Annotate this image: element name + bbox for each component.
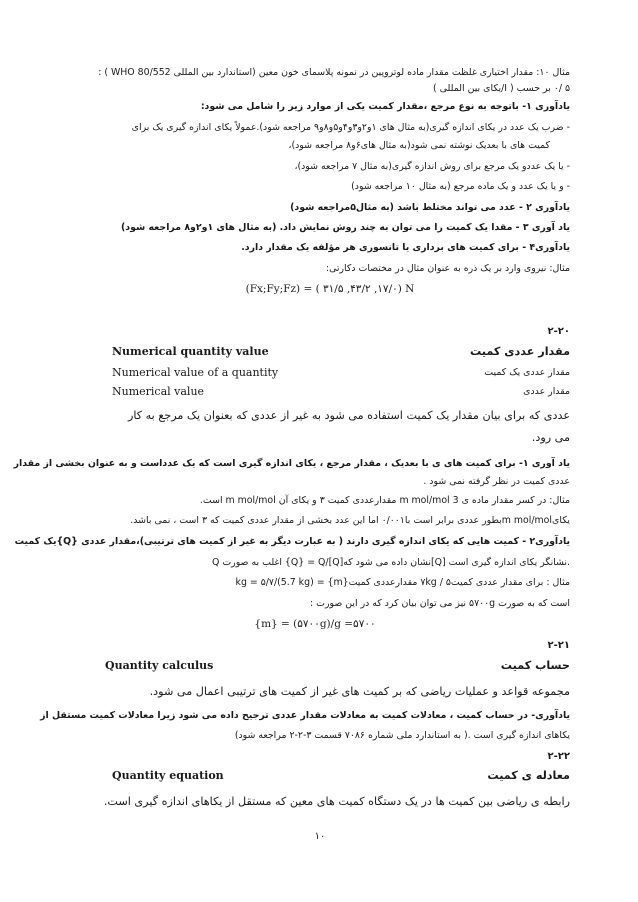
section-2-21-definition: مجموعه قواعد و عملیات ریاضی که بر کمیت های غیر از کمیت های ترتیبی اعمال می شود. (149, 685, 570, 698)
note-1-bullet-2: - یا یک عددو یک مرجع برای روش اندازه گیری(به مثال ۷ مراجعه شود)، (294, 161, 570, 172)
section-2-21-note: یادآوری- در حساب کمیت ، معادلات کمیت به معادلات مقدار عددی ترجیح داده می شود زیرا معادلات کمیت مستقل از (40, 710, 570, 721)
section-2-20-example-1-cont: یکایm mol/molبطور عددی برابر است با۰/۰۰۱ اما این عدد بخشی از مقدار عددی کمیت که ۳ است ، نمی باشد. (130, 515, 570, 526)
section-2-22-definition: رابطه ی ریاضی بین کمیت ها در یک دستگاه کمیت های معین که مستقل از یکاهای اندازه گیری است. (103, 795, 570, 808)
note-1-bullet-1: - ضرب یک عدد در یکای اندازه گیری(به مثال های ۱و۲و۳و۴و۵و۸و۹ مراجعه شود).عمولاً یکای اندازه گیری یک برای (131, 122, 570, 133)
section-2-21-title-fa: حساب کمیت (500, 659, 570, 672)
section-2-22-title-fa: معادله ی کمیت (487, 769, 570, 782)
force-vector-formula: (Fx;Fy;Fz) = ( ۳۱/۵ ,۴۳/۲ ,۱۷/۰) N (245, 283, 415, 295)
note-1-bullet-3: - و یا یک عدد و یک ماده مرجع (به مثال ۱۰ مراجعه شود) (351, 181, 570, 192)
section-2-20-alt1-fa: مقدار عددی یک کمیت (484, 367, 570, 378)
section-2-20-number: ۲-۲۰ (547, 326, 570, 337)
section-2-20-title-en: Numerical quantity value (112, 345, 269, 358)
section-2-20-title-fa: مقدار عددی کمیت (469, 345, 570, 358)
section-2-20-definition-cont: می رود. (531, 431, 570, 444)
section-2-20-alt2-en: Numerical value (112, 385, 205, 398)
vector-example-heading: مثال: نیروی وارد بر یک ذره به عنوان مثال در مختصات دکارتی: (325, 263, 570, 274)
section-2-20-example-2-cont: است که به صورت ۵۷۰۰g نیز می توان بیان کرد که در این صورت : (309, 598, 570, 609)
section-2-20-definition: عددی که برای بیان مقدار یک کمیت استفاده می شود به غیر از عددی که بعنوان یک مرجع به کار (127, 409, 570, 422)
section-2-20-note-1: یاد آوری ۱- برای کمیت های ی با بعدیک ، مقدار مرجع ، یکای اندازه گیری است که یک عدداست و به عنوان بخشی از مقدار (13, 458, 570, 469)
section-2-20-example-2: مثال : برای مقدار عددی کمیت۵ / ۷kg مقدارعددی کمیت{m} = (5.7 kg)/kg = ۵/۷ (235, 577, 570, 588)
section-2-20-note-1-cont: عددی کمیت در نظر گرفته نمی شود . (423, 476, 570, 487)
note-1-heading: یادآوری ۱- باتوجه به نوع مرجع ،مقدار کمیت یکی از موارد زیر را شامل می شود: (200, 101, 570, 112)
example-10-title: مثال ۱۰: مقدار اختیاری غلظت مقدار ماده لوتروپین در نمونه پلاسمای خون معین (استاندارد بین المللی WHO 80/552 ) : (98, 67, 570, 78)
section-2-21-note-cont: یکاهای اندازه گیری است .( به استاندارد ملی شماره ۷۰۸۶ قسمت ۳-۲-۲ مراجعه شود) (234, 730, 570, 741)
section-2-20-alt1-en: Numerical value of a quantity (112, 366, 279, 379)
note-2: یادآوری ۲ - عدد می تواند مختلط باشد (به مثال۵مراجعه شود) (290, 202, 570, 213)
note-4: یادآوری۴ - برای کمیت های برداری یا تانسوری هر مؤلفه یک مقدار دارد. (241, 242, 570, 253)
example-10-value: ۵ /۰ بر حسب ( I/یکای بین المللی ) (433, 83, 570, 94)
mass-numerical-formula: {m} = (۵۷۰۰g)/g =۵۷۰۰ (254, 618, 376, 630)
section-2-21-title-en: Quantity calculus (105, 659, 214, 672)
page-number: ۱۰ (314, 831, 326, 842)
section-2-22-number: ۲-۲۲ (547, 751, 570, 762)
section-2-20-note-2: یادآوری۲ - کمیت هایی که یکای اندازه گیری دارند ( به عبارت دیگر به غیر از کمیت های ترتیبی)،مقدار عددی {Q}یک کمیت (14, 536, 570, 547)
section-2-20-example-1: مثال: در کسر مقدار ماده ی 3 m mol/mol مقدارعددی کمیت ۳ و یکای آن m mol/mol است. (199, 495, 570, 506)
note-1-bullet-1-cont: کمیت های با بعدیک نوشته نمی شود(به مثال های۶و۸ مراجعه شود)، (288, 140, 550, 151)
section-2-20-note-2-cont: Q اغلب به صورت {Q} = Q/[Q]نشان داده می شود که[Q] نشانگر یکای اندازه گیری است. (212, 557, 570, 568)
section-2-22-title-en: Quantity equation (112, 769, 224, 782)
note-3: یاد آوری ۳ - مقدا یک کمیت را می توان به چند روش نمایش داد. (به مثال های ۱و۲و۸ مراجعه شود) (121, 222, 570, 233)
section-2-20-alt2-fa: مقدار عددی (523, 386, 570, 397)
section-2-21-number: ۲-۲۱ (547, 640, 570, 651)
